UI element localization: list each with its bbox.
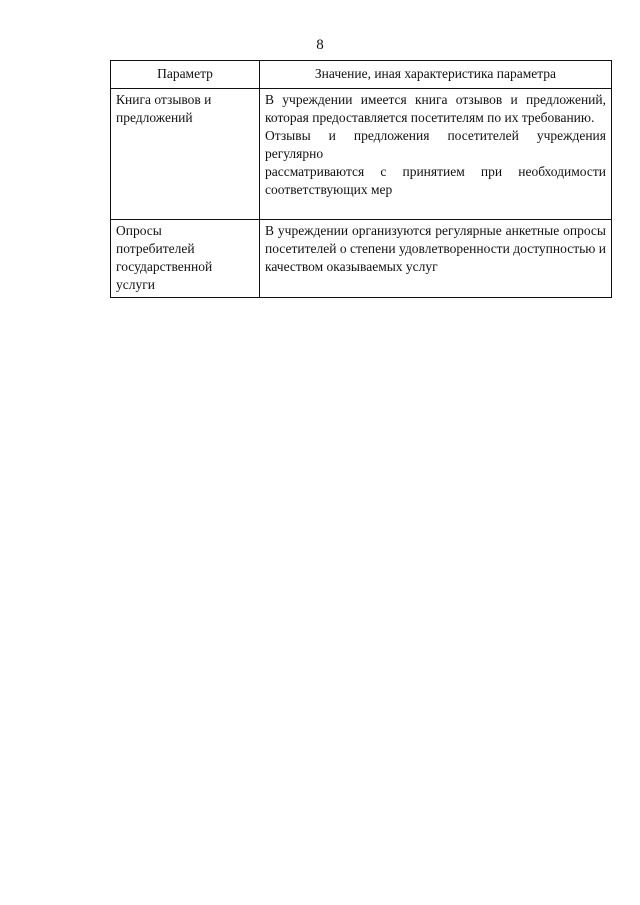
table-row bbox=[111, 89, 612, 220]
page-number: 8 bbox=[316, 37, 324, 53]
value-text: В учреждении организуются регулярные анкетные опросы посетителей о степени удовлетворенности доступностью и качеством оказываемых услуг bbox=[265, 223, 606, 274]
parameter-text: Книга отзывов и предложений bbox=[116, 92, 212, 125]
parameter-cell bbox=[111, 220, 260, 298]
header-value: Значение, иная характеристика параметра bbox=[260, 61, 612, 89]
value-cell bbox=[260, 89, 612, 220]
parameters-table bbox=[110, 60, 612, 298]
value-text: В учреждении имеется книга отзывов и предложений, которая предоставляется посетителям по их требованию. Отзывы и предложения посетителей учреждения регулярно рассматриваются с принятием при необходимости соответствующих мер bbox=[265, 92, 606, 197]
value-cell bbox=[260, 220, 612, 298]
parameter-cell bbox=[111, 89, 260, 220]
parameter-text: Опросы потребителей государственной услуги bbox=[116, 223, 213, 292]
header-parameter: Параметр bbox=[111, 61, 260, 89]
table-header-row bbox=[111, 61, 612, 89]
table-row bbox=[111, 220, 612, 298]
